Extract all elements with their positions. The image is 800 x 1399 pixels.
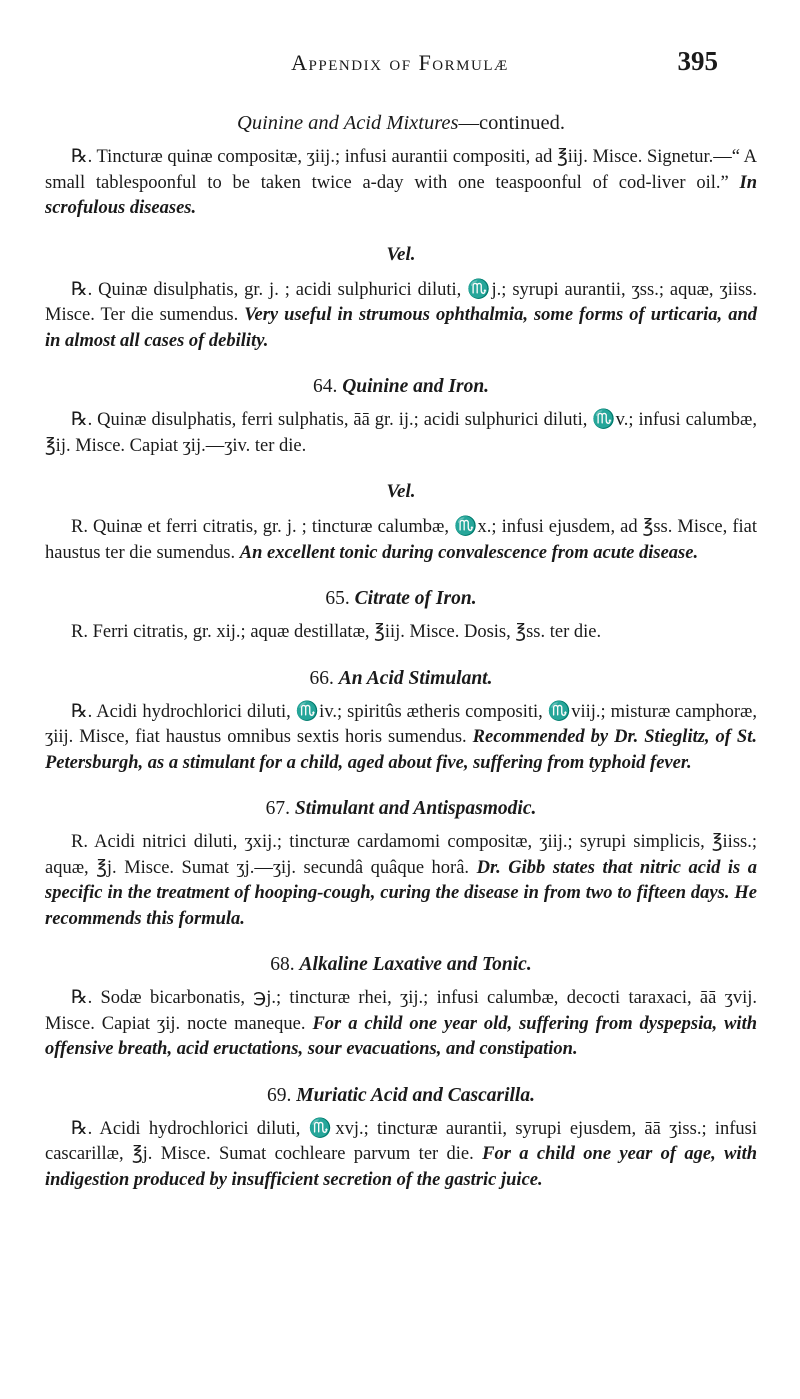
prescription-paragraph (45, 515, 757, 566)
running-title: Appendix of Formulæ (291, 50, 509, 75)
prescription-text: ℞. Acidi hydrochlorici diluti, ♏iv.; spiritûs ætheris compositi, ♏viij.; misturæ camphoræ, ʒiij. Misce, fiat haustus omnibus sextis horis sumendus. (45, 701, 757, 747)
prescription-text: ℞. Quinæ disulphatis, gr. j. ; acidi sulphurici diluti, ♏j.; syrupi aurantii, ʒss.; aquæ, ʒiiss. Misce. Ter die sumendus. (45, 279, 757, 325)
prescription-text: R. Ferri citratis, gr. xij.; aquæ destillatæ, ℥iij. Misce. Dosis, ℥ss. ter die. (71, 622, 602, 642)
prescription-text: ℞. Quinæ disulphatis, ferri sulphatis, āā gr. ij.; acidi sulphurici diluti, ♏v.; infusi calumbæ, ℥ij. Misce. Capiat ʒij.—ʒiv. ter die. (45, 410, 757, 456)
formula-heading-66 (45, 668, 757, 690)
formula-heading-69 (45, 1085, 757, 1107)
prescription-text: R. Acidi nitrici diluti, ʒxij.; tincturæ cardamomi compositæ, ʒiij.; syrupi simplicis, ℥iiss.; aquæ, ℥j. Misce. Sumat ʒj.—ʒij. secundâ quâque horâ. (45, 832, 757, 878)
formula-heading-67 (45, 798, 757, 820)
prescription-note: For a child one year of age, with indigestion produced by insufficient secretion of the gastric juice. (45, 1144, 757, 1190)
prescription-paragraph (45, 145, 757, 222)
prescription-note: Recommended by Dr. Stieglitz, of St. Petersburgh, as a stimulant for a child, aged about five, suffering from typhoid fever. (45, 727, 757, 773)
prescription-paragraph (45, 830, 757, 932)
formula-heading-64 (45, 376, 757, 398)
continued-title-rest: —continued. (458, 112, 565, 134)
prescription-paragraph (45, 700, 757, 777)
prescription-paragraph (45, 620, 757, 646)
prescription-note: An excellent tonic during convalescence from acute disease. (239, 542, 699, 563)
vel-label: Vel. (386, 481, 416, 502)
prescription-note: Very useful in strumous ophthalmia, some forms of urticaria, and in almost all cases of debility. (45, 305, 757, 351)
formula-heading-68 (45, 954, 757, 976)
formula-title: Citrate of Iron. (354, 588, 477, 609)
prescription-paragraph (45, 986, 757, 1063)
page-body (45, 112, 757, 1193)
prescription-paragraph (45, 1117, 757, 1194)
formula-heading-65 (45, 588, 757, 610)
formula-number: 64. (312, 376, 338, 397)
formula-number: 68. (270, 954, 295, 975)
prescription-note: In scrofulous diseases. (45, 172, 758, 218)
prescription-paragraph (45, 408, 757, 459)
continued-title-italic: Quinine and Acid Mixtures (237, 112, 459, 134)
prescription-text: ℞. Sodæ bicarbonatis, ℈j.; tincturæ rhei, ʒij.; infusi calumbæ, decocti taraxaci, āā ʒvij. Misce. Capiat ʒij. nocte maneque. (45, 988, 757, 1034)
prescription-paragraph (45, 278, 757, 355)
prescription-text: R. Quinæ et ferri citratis, gr. j. ; tincturæ calumbæ, ♏x.; infusi ejusdem, ad ℥ss. Misce, fiat haustus ter die sumendus. (45, 517, 757, 563)
formula-number: 65. (325, 588, 350, 609)
formula-title: Stimulant and Antispasmodic. (294, 798, 537, 819)
formula-number: 66. (309, 667, 334, 689)
formula-number: 69. (267, 1084, 292, 1106)
prescription-text: ℞. Acidi hydrochlorici diluti, ♏xvj.; tincturæ aurantii, syrupi ejusdem, āā ʒiss.; infusi cascarillæ, ℥j. Misce. Sumat cochleare parvum ter die. (45, 1118, 757, 1164)
formula-title: Muriatic Acid and Cascarilla. (296, 1084, 535, 1106)
prescription-text: ℞. Tincturæ quinæ compositæ, ʒiij.; infusi aurantii compositi, ad ℥iij. Misce. Signetur.—“ A small tablespoonful to be taken twice a-day with one teaspoonful of cod-liver oil.” (45, 147, 757, 193)
continued-title (45, 112, 757, 135)
vel-label: Vel. (386, 243, 416, 265)
page-number: 395 (677, 46, 718, 76)
running-head (0, 46, 800, 86)
formula-title: An Acid Stimulant. (338, 667, 493, 689)
formula-title: Alkaline Laxative and Tonic. (299, 954, 532, 975)
formula-number: 67. (265, 798, 290, 819)
prescription-note: For a child one year old, suffering from dyspepsia, with offensive breath, acid eructations, sour evacuations, and constipation. (45, 1013, 757, 1059)
prescription-note: Dr. Gibb states that nitric acid is a specific in the treatment of hooping-cough, curing the disease in from two to fifteen days. He recommends this formula. (45, 857, 757, 929)
formula-title: Quinine and Iron. (342, 376, 490, 397)
